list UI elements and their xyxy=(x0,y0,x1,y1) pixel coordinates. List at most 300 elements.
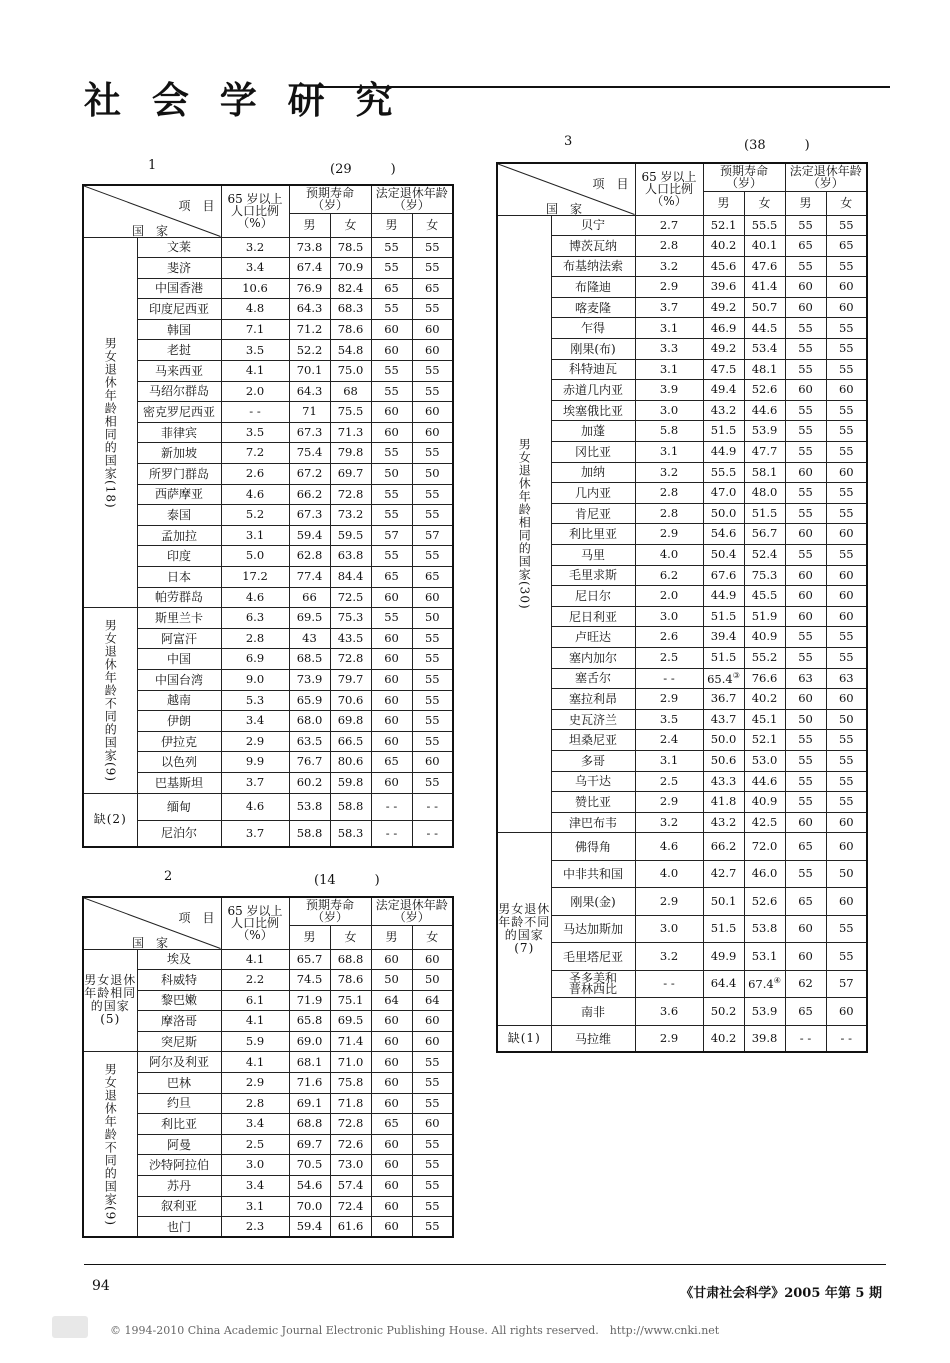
retire-female-cell: 65 xyxy=(412,278,453,299)
retire-male-cell: 65 xyxy=(371,567,412,588)
pop-ratio-cell: 3.1 xyxy=(635,318,703,339)
retire-female-cell: 55 xyxy=(412,546,453,567)
country-name: 斐济 xyxy=(137,258,221,279)
country-name: 马绍尔群岛 xyxy=(137,381,221,402)
table2-caption-count: (14 ) xyxy=(314,873,380,888)
retire-male-cell: 60 xyxy=(371,1217,412,1238)
country-name: 巴基斯坦 xyxy=(137,772,221,793)
life-female-cell: 69.7 xyxy=(330,464,371,485)
table-row xyxy=(83,690,453,711)
life-female-cell: 39.8 xyxy=(744,1025,785,1052)
retire-female-cell: 55 xyxy=(412,690,453,711)
life-male-cell: 47.5 xyxy=(703,359,744,380)
life-female-cell: 72.5 xyxy=(330,587,371,608)
retire-male-cell: 63 xyxy=(785,668,826,689)
retire-male-cell: 60 xyxy=(371,340,412,361)
pop-ratio-cell: 4.8 xyxy=(221,299,289,320)
table-row xyxy=(83,990,453,1011)
table-row xyxy=(83,970,453,991)
life-male-cell: 69.1 xyxy=(289,1093,330,1114)
retire-female-cell: 60 xyxy=(412,402,453,423)
table-row xyxy=(83,711,453,732)
life-female-cell: 75.3 xyxy=(330,608,371,629)
header-country-label: 国 家 xyxy=(132,935,169,949)
cnki-logo-icon xyxy=(52,1316,88,1338)
life-female-cell: 63.8 xyxy=(330,546,371,567)
retire-male-cell: 65 xyxy=(785,998,826,1026)
country-name: 阿曼 xyxy=(137,1134,221,1155)
retire-female-cell: 50 xyxy=(826,860,867,888)
country-name: 伊拉克 xyxy=(137,731,221,752)
retire-female-cell: 55 xyxy=(412,381,453,402)
pop-ratio-cell: 2.9 xyxy=(635,792,703,813)
retire-female-cell: 55 xyxy=(826,421,867,442)
country-name: 沙特阿拉伯 xyxy=(137,1155,221,1176)
pop-ratio-cell: 2.6 xyxy=(635,627,703,648)
life-male-cell: 65.7 xyxy=(289,949,330,970)
life-female-cell: 40.9 xyxy=(744,627,785,648)
retire-female-cell: 55 xyxy=(826,915,867,943)
country-name: 卢旺达 xyxy=(551,627,635,648)
table-row xyxy=(497,915,867,943)
life-male-cell: 65.8 xyxy=(289,1011,330,1032)
life-female-cell: 68 xyxy=(330,381,371,402)
table-row xyxy=(83,505,453,526)
retire-male-cell: 55 xyxy=(371,258,412,279)
life-female-cell: 51.5 xyxy=(744,503,785,524)
life-female-cell: 75.1 xyxy=(330,990,371,1011)
pop-ratio-cell: 3.2 xyxy=(635,812,703,833)
country-name: 多哥 xyxy=(551,750,635,771)
life-female-cell: 75.5 xyxy=(330,402,371,423)
retire-male-cell: 60 xyxy=(785,812,826,833)
life-female-cell: 69.8 xyxy=(330,711,371,732)
table-row xyxy=(83,361,453,382)
header-female: 女 xyxy=(330,925,371,949)
pop-ratio-cell: 5.3 xyxy=(221,690,289,711)
table-row xyxy=(497,750,867,771)
header-female: 女 xyxy=(412,925,453,949)
retire-female-cell: 55 xyxy=(412,1093,453,1114)
life-female-cell: 84.4 xyxy=(330,567,371,588)
diagonal-header-cell xyxy=(83,897,221,949)
retire-male-cell: 60 xyxy=(785,943,826,971)
pop-ratio-cell: 6.2 xyxy=(635,565,703,586)
life-male-cell: 67.4 xyxy=(289,258,330,279)
life-female-cell: 70.9 xyxy=(330,258,371,279)
pop-ratio-cell: 3.4 xyxy=(221,711,289,732)
pop-ratio-cell: 3.0 xyxy=(635,915,703,943)
table-row xyxy=(497,833,867,861)
country-name: 利比里亚 xyxy=(551,524,635,545)
country-name: 刚果(金) xyxy=(551,888,635,916)
life-female-cell: 69.5 xyxy=(330,1011,371,1032)
life-male-cell: 43.2 xyxy=(703,400,744,421)
country-name: 印度尼西亚 xyxy=(137,299,221,320)
retire-male-cell: 60 xyxy=(785,606,826,627)
life-female-cell: 58.1 xyxy=(744,462,785,483)
table-row xyxy=(83,443,453,464)
retire-male-cell: 60 xyxy=(371,1031,412,1052)
life-male-cell: 69.0 xyxy=(289,1031,330,1052)
pop-ratio-cell: 4.0 xyxy=(635,860,703,888)
life-female-cell: 50.7 xyxy=(744,297,785,318)
table-row xyxy=(83,1176,453,1197)
country-name: 塞拉利昂 xyxy=(551,689,635,710)
pop-ratio-cell: 4.0 xyxy=(635,545,703,566)
retire-male-cell: 64 xyxy=(371,990,412,1011)
table-row xyxy=(83,237,453,258)
country-name: 冈比亚 xyxy=(551,442,635,463)
table-row xyxy=(83,1011,453,1032)
life-male-cell: 67.3 xyxy=(289,505,330,526)
country-name: 尼日利亚 xyxy=(551,606,635,627)
country-name: 加蓬 xyxy=(551,421,635,442)
retire-female-cell: 60 xyxy=(412,949,453,970)
country-name: 布基纳法索 xyxy=(551,256,635,277)
retire-male-cell: 60 xyxy=(371,1155,412,1176)
table-row xyxy=(497,421,867,442)
country-name: 摩洛哥 xyxy=(137,1011,221,1032)
life-female-cell: 51.9 xyxy=(744,606,785,627)
retire-male-cell: 60 xyxy=(371,1052,412,1073)
retire-male-cell: 65 xyxy=(371,752,412,773)
country-name: 马里 xyxy=(551,545,635,566)
life-female-cell: 48.1 xyxy=(744,359,785,380)
country-name: 伊朗 xyxy=(137,711,221,732)
pop-ratio-cell: 3.6 xyxy=(635,998,703,1026)
retire-male-cell: 55 xyxy=(785,483,826,504)
header-female: 女 xyxy=(744,191,785,215)
retire-male-cell: 55 xyxy=(785,503,826,524)
country-name: 尼日尔 xyxy=(551,586,635,607)
pop-ratio-cell: 5.8 xyxy=(635,421,703,442)
life-male-cell: 67.6 xyxy=(703,565,744,586)
country-name: 也门 xyxy=(137,1217,221,1238)
life-female-cell: 47.6 xyxy=(744,256,785,277)
life-female-cell: 71.8 xyxy=(330,1093,371,1114)
life-female-cell: 58.3 xyxy=(330,820,371,847)
life-female-cell: 72.8 xyxy=(330,1114,371,1135)
retire-female-cell: 55 xyxy=(412,1217,453,1238)
retire-female-cell: 55 xyxy=(412,505,453,526)
pop-ratio-cell: 3.2 xyxy=(635,943,703,971)
country-name: 阿尔及利亚 xyxy=(137,1052,221,1073)
retire-female-cell: 55 xyxy=(412,299,453,320)
country-name: 苏丹 xyxy=(137,1176,221,1197)
pop-ratio-cell: 6.3 xyxy=(221,608,289,629)
life-female-cell: 72.6 xyxy=(330,1134,371,1155)
country-name: 加纳 xyxy=(551,462,635,483)
retire-male-cell: 50 xyxy=(371,464,412,485)
table3-caption-number: 3 xyxy=(564,134,573,149)
country-name: 乌干达 xyxy=(551,771,635,792)
life-female-cell: 71.0 xyxy=(330,1052,371,1073)
country-name: 文莱 xyxy=(137,237,221,258)
table-row xyxy=(497,277,867,298)
life-male-cell: 60.2 xyxy=(289,772,330,793)
retire-female-cell: 55 xyxy=(826,627,867,648)
retire-male-cell: 55 xyxy=(785,400,826,421)
retire-male-cell: 55 xyxy=(785,627,826,648)
country-name: 所罗门群岛 xyxy=(137,464,221,485)
retire-female-cell: 55 xyxy=(412,361,453,382)
retire-male-cell: 65 xyxy=(785,236,826,257)
life-female-cell: 41.4 xyxy=(744,277,785,298)
country-name: 泰国 xyxy=(137,505,221,526)
life-female-cell: 44.6 xyxy=(744,400,785,421)
table-row xyxy=(83,772,453,793)
retire-female-cell: 60 xyxy=(826,277,867,298)
pop-ratio-cell: 4.1 xyxy=(221,949,289,970)
life-male-cell: 67.3 xyxy=(289,422,330,443)
journal-issue: 《甘肃社会科学》2005 年第 5 期 xyxy=(680,1286,882,1301)
retire-female-cell: 55 xyxy=(412,1155,453,1176)
pop-ratio-cell: 4.6 xyxy=(635,833,703,861)
life-female-cell: 42.5 xyxy=(744,812,785,833)
retire-male-cell: 60 xyxy=(371,1196,412,1217)
retire-female-cell: 60 xyxy=(826,888,867,916)
retire-male-cell: 60 xyxy=(371,649,412,670)
retire-male-cell: 60 xyxy=(785,524,826,545)
retire-female-cell: 55 xyxy=(412,711,453,732)
header-female: 女 xyxy=(330,213,371,237)
retire-male-cell: 55 xyxy=(371,381,412,402)
table-row xyxy=(497,256,867,277)
life-male-cell: 54.6 xyxy=(703,524,744,545)
retire-female-cell: 60 xyxy=(412,1114,453,1135)
header-male: 男 xyxy=(289,925,330,949)
life-female-cell: 52.4 xyxy=(744,545,785,566)
life-male-cell: 70.0 xyxy=(289,1196,330,1217)
header-retirement-age: 法定退休年龄 （岁） xyxy=(371,897,453,925)
retire-female-cell: 65 xyxy=(826,236,867,257)
life-female-cell: 71.3 xyxy=(330,422,371,443)
pop-ratio-cell: 3.0 xyxy=(635,606,703,627)
life-male-cell: 43.2 xyxy=(703,812,744,833)
table-row xyxy=(497,565,867,586)
retire-female-cell: 60 xyxy=(412,422,453,443)
retire-male-cell: 55 xyxy=(785,359,826,380)
header-item-label: 项 目 xyxy=(592,177,629,191)
table1-caption-number: 1 xyxy=(148,158,157,173)
retire-male-cell: 57 xyxy=(371,525,412,546)
table-row xyxy=(83,1114,453,1135)
pop-ratio-cell: 3.0 xyxy=(635,400,703,421)
life-male-cell: 53.8 xyxy=(289,793,330,820)
retire-female-cell: 57 xyxy=(412,525,453,546)
retire-female-cell: 55 xyxy=(412,669,453,690)
table-row xyxy=(497,1025,867,1052)
life-female-cell: 52.6 xyxy=(744,888,785,916)
retire-male-cell: 55 xyxy=(371,484,412,505)
country-name: 菲律宾 xyxy=(137,422,221,443)
life-male-cell: 40.2 xyxy=(703,1025,744,1052)
header-country-label: 国 家 xyxy=(132,223,169,237)
table-row xyxy=(497,689,867,710)
table1-caption-count: (29 ) xyxy=(330,162,396,177)
life-female-cell: 55.5 xyxy=(744,215,785,236)
table-3 xyxy=(496,162,868,1053)
country-name: 毛里塔尼亚 xyxy=(551,943,635,971)
table-row xyxy=(83,546,453,567)
life-female-cell: 44.5 xyxy=(744,318,785,339)
retire-male-cell: 60 xyxy=(371,1134,412,1155)
country-name: 叙利亚 xyxy=(137,1196,221,1217)
country-name: 孟加拉 xyxy=(137,525,221,546)
table-row xyxy=(83,752,453,773)
pop-ratio-cell: 2.8 xyxy=(221,628,289,649)
table-row xyxy=(497,483,867,504)
life-female-cell: 72.0 xyxy=(744,833,785,861)
life-male-cell: 66.2 xyxy=(703,833,744,861)
pop-ratio-cell: 3.0 xyxy=(221,1155,289,1176)
life-female-cell: 56.7 xyxy=(744,524,785,545)
life-male-cell: 64.3 xyxy=(289,299,330,320)
country-name: 中国香港 xyxy=(137,278,221,299)
header-item-label: 项 目 xyxy=(178,911,215,925)
table-row xyxy=(83,258,453,279)
life-female-cell: 71.4 xyxy=(330,1031,371,1052)
life-male-cell: 65.9 xyxy=(289,690,330,711)
life-male-cell: 58.8 xyxy=(289,820,330,847)
pop-ratio-cell: 3.5 xyxy=(221,340,289,361)
country-name: 埃塞俄比亚 xyxy=(551,400,635,421)
retire-female-cell: 60 xyxy=(826,565,867,586)
table-row xyxy=(497,442,867,463)
retire-female-cell: - - xyxy=(412,820,453,847)
retire-female-cell: 55 xyxy=(412,1176,453,1197)
country-name: 布隆迪 xyxy=(551,277,635,298)
retire-female-cell: 60 xyxy=(412,752,453,773)
retire-male-cell: 55 xyxy=(785,421,826,442)
pop-ratio-cell: 2.9 xyxy=(635,277,703,298)
pop-ratio-cell: 3.4 xyxy=(221,258,289,279)
life-male-cell: 66.2 xyxy=(289,484,330,505)
life-male-cell: 71 xyxy=(289,402,330,423)
retire-female-cell: 55 xyxy=(826,943,867,971)
country-name: 日本 xyxy=(137,567,221,588)
country-name: 刚果(布) xyxy=(551,339,635,360)
retire-female-cell: 60 xyxy=(826,586,867,607)
retire-male-cell: - - xyxy=(371,793,412,820)
pop-ratio-cell: 3.7 xyxy=(221,772,289,793)
retire-female-cell: 55 xyxy=(412,628,453,649)
table-row xyxy=(83,402,453,423)
table-row xyxy=(497,339,867,360)
pop-ratio-cell: 4.1 xyxy=(221,361,289,382)
table-row xyxy=(83,1196,453,1217)
pop-ratio-cell: 2.5 xyxy=(635,771,703,792)
header-life-expectancy: 预期寿命 （岁） xyxy=(289,185,371,213)
life-female-cell: 59.8 xyxy=(330,772,371,793)
retire-male-cell: 55 xyxy=(785,339,826,360)
life-female-cell: 45.1 xyxy=(744,709,785,730)
table3-caption-count: (38 ) xyxy=(744,138,810,153)
table-row xyxy=(83,567,453,588)
table-row xyxy=(83,381,453,402)
retire-female-cell: 64 xyxy=(412,990,453,1011)
retire-male-cell: 60 xyxy=(371,1073,412,1094)
diagonal-header-cell xyxy=(83,185,221,237)
life-male-cell: 50.4 xyxy=(703,545,744,566)
retire-female-cell: 55 xyxy=(412,731,453,752)
table-row xyxy=(497,606,867,627)
life-male-cell: 43 xyxy=(289,628,330,649)
retire-male-cell: 60 xyxy=(371,1011,412,1032)
footer-rule xyxy=(84,1264,886,1265)
table-row xyxy=(497,709,867,730)
life-male-cell: 43.7 xyxy=(703,709,744,730)
retire-male-cell: 60 xyxy=(371,731,412,752)
life-female-cell: 47.7 xyxy=(744,442,785,463)
retire-male-cell: 55 xyxy=(785,318,826,339)
table-row xyxy=(83,340,453,361)
retire-male-cell: 60 xyxy=(371,628,412,649)
life-female-cell: 53.8 xyxy=(744,915,785,943)
table-1 xyxy=(82,184,454,848)
pop-ratio-cell: 2.8 xyxy=(635,503,703,524)
table-row xyxy=(497,380,867,401)
retire-female-cell: 55 xyxy=(826,792,867,813)
table-row xyxy=(497,998,867,1026)
country-name: 乍得 xyxy=(551,318,635,339)
group-label: 男女退休年龄相同的国家(5) xyxy=(83,949,137,1052)
life-male-cell: 67.2 xyxy=(289,464,330,485)
retire-male-cell: 60 xyxy=(371,772,412,793)
country-name: 黎巴嫩 xyxy=(137,990,221,1011)
retire-female-cell: 55 xyxy=(826,318,867,339)
retire-female-cell: 60 xyxy=(412,587,453,608)
retire-male-cell: 50 xyxy=(785,709,826,730)
retire-female-cell: 55 xyxy=(826,256,867,277)
life-male-cell: 50.0 xyxy=(703,730,744,751)
life-female-cell: 53.0 xyxy=(744,750,785,771)
header-item-label: 项 目 xyxy=(178,199,215,213)
life-female-cell: 76.6 xyxy=(744,668,785,689)
retire-female-cell: 50 xyxy=(412,464,453,485)
pop-ratio-cell: 2.5 xyxy=(221,1134,289,1155)
life-male-cell: 50.2 xyxy=(703,998,744,1026)
country-name: 印度 xyxy=(137,546,221,567)
retire-male-cell: 55 xyxy=(371,443,412,464)
retire-male-cell: 55 xyxy=(785,647,826,668)
retire-male-cell: 65 xyxy=(371,278,412,299)
life-female-cell: 68.3 xyxy=(330,299,371,320)
table-row xyxy=(497,860,867,888)
life-male-cell: 52.2 xyxy=(289,340,330,361)
life-female-cell: 66.5 xyxy=(330,731,371,752)
group-label: 缺(2) xyxy=(83,793,137,847)
life-female-cell: 75.8 xyxy=(330,1073,371,1094)
life-male-cell: 49.9 xyxy=(703,943,744,971)
retire-female-cell: 55 xyxy=(412,1196,453,1217)
table-row xyxy=(83,1134,453,1155)
country-name: 突尼斯 xyxy=(137,1031,221,1052)
life-female-cell: 70.6 xyxy=(330,690,371,711)
life-female-cell: 57.4 xyxy=(330,1176,371,1197)
table-row xyxy=(83,464,453,485)
retire-female-cell: - - xyxy=(826,1025,867,1052)
life-male-cell: 69.7 xyxy=(289,1134,330,1155)
retire-male-cell: 55 xyxy=(785,792,826,813)
life-female-cell: 54.8 xyxy=(330,340,371,361)
country-name: 津巴布韦 xyxy=(551,812,635,833)
life-female-cell: 46.0 xyxy=(744,860,785,888)
retire-male-cell: - - xyxy=(785,1025,826,1052)
life-female-cell: 53.4 xyxy=(744,339,785,360)
country-name: 巴林 xyxy=(137,1073,221,1094)
